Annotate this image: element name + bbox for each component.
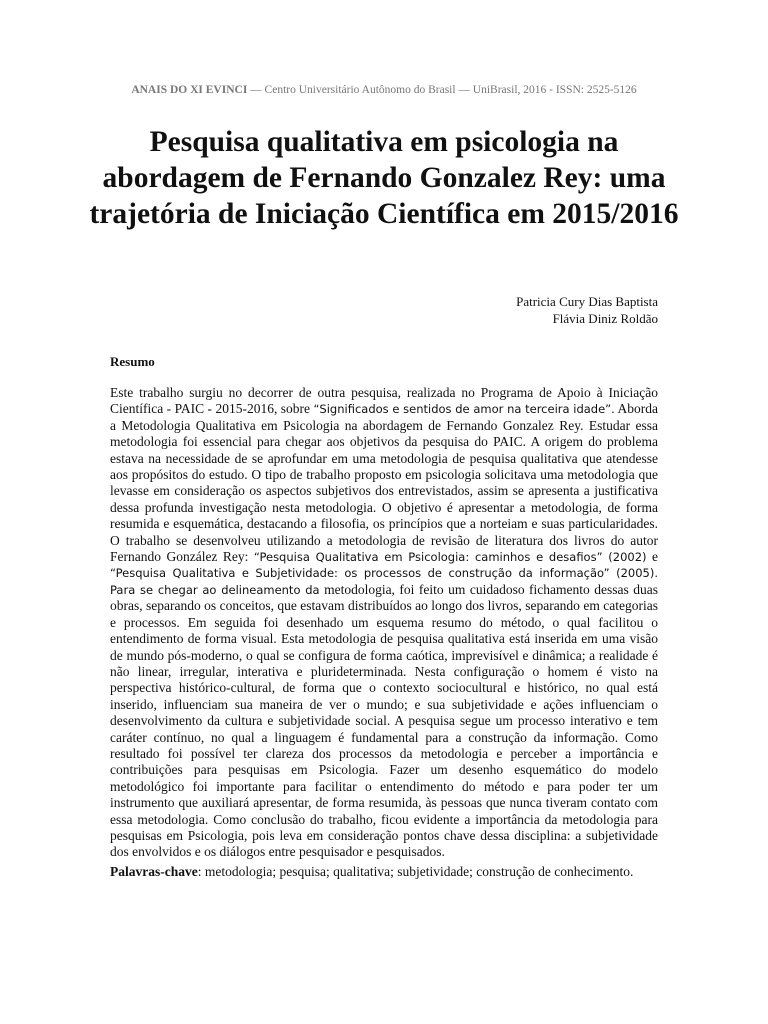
abstract-text: e xyxy=(646,549,659,565)
abstract-text: metodologia, foi feito um cuidadoso fichamento dessas duas obras, separando os conceitos, que estavam distribuídos ao longo dos livros, separando em categorias e processos. Em seguida foi desenhado um esquema resumo do método, o qual facilitou o entendimento de forma visual. Esta metodologia de pesquisa qualitativa está inserida em uma visão de mundo pós-moderno, o qual se configura de forma caótica, imprevisível e dinâmica; a realidade é não linear, irregular, interativa e plurideterminada. Nesta configuração o homem é visto na perspectiva histórico-cultural, de forma que o contexto sociocultural e histórico, no qual está inserido, influenciam sua maneira de ver o mundo; e sua subjetividade e ações influenciam o desenvolvimento da cultura e subjetividade social. A pesquisa segue um processo interativo e tem caráter contínuo, no qual a linguagem é fundamental para a construção da informação. Como resultado foi possível ter clareza dos processos da metodologia e perceber a importância e contribuições para pesquisas em Psicologia. Fazer um desenho esquemático do modelo metodológico foi importante para facilitar o entendimento do método e para poder ter um instrumento que auxiliará apresentar, de forma resumida, às pessoas que nunca tiveram contato com essa metodologia. Como conclusão do trabalho, ficou evidente a importância da metodologia para pesquisas em Psicologia, pois leva em consideração pontos chave dessa disciplina: a subjetividade dos envolvidos e os diálogos entre pesquisador e pesquisados. xyxy=(110,581,658,860)
abstract-quote: “Significados e sentidos de amor na terceira idade”. xyxy=(313,402,615,417)
author-list xyxy=(516,293,658,327)
keywords xyxy=(110,863,658,880)
running-header xyxy=(0,84,768,96)
header-details: — Centro Universitário Autônomo do Brasil — UniBrasil, 2016 - ISSN: 2525-5126 xyxy=(247,84,637,96)
keywords-label: Palavras-chave xyxy=(110,864,198,879)
abstract-quote: “Pesquisa Qualitativa e Subjetividade: os processos de construção da informação” (2005). Para se chegar ao delineamento da xyxy=(110,566,658,597)
keywords-text: : metodologia; pesquisa; qualitativa; subjetividade; construção de conhecimento. xyxy=(197,864,634,879)
abstract-heading: Resumo xyxy=(110,354,155,369)
abstract-quote: “Pesquisa Qualitativa em Psicologia: caminhos e desafios” (2002) xyxy=(253,550,647,565)
abstract-text: Este trabalho surgiu no decorrer de outra pesquisa, realizada no Programa de Apoio à Iniciação Científica - PAIC - 2015-2016, sobre xyxy=(110,385,658,417)
paper-title: Pesquisa qualitativa em psicologia na abordagem de Fernando Gonzalez Rey: uma trajetória de Iniciação Científica em 2015/2016 xyxy=(89,126,679,230)
abstract-body xyxy=(110,385,658,861)
abstract-text: Aborda a Metodologia Qualitativa em Psicologia na abordagem de Fernando Gonzalez Rey. Estudar essa metodologia foi essencial para chegar aos objetivos da pesquisa do PAIC. A origem do problema estava na necessidade de se aprofundar em uma metodologia de pesquisa qualitativa que atendesse aos propósitos do estudo. O tipo de trabalho proposto em psicologia solicitava uma metodologia que levasse em consideração os aspectos subjetivos dos entrevistados, assim se apresenta a justificativa dessa profunda investigação nesta metodologia. O objetivo é apresentar a metodologia, de forma resumida e esquemática, destacando a filosofia, os princípios que a norteiam e suas particularidades. O trabalho se desenvolveu utilizando a metodologia de revisão de literatura dos livros do autor Fernando González Rey: xyxy=(110,401,658,565)
author-name: Flávia Diniz Roldão xyxy=(552,311,658,326)
journal-name: ANAIS DO XI EVINCI xyxy=(131,84,248,96)
author-name: Patricia Cury Dias Baptista xyxy=(516,294,658,309)
